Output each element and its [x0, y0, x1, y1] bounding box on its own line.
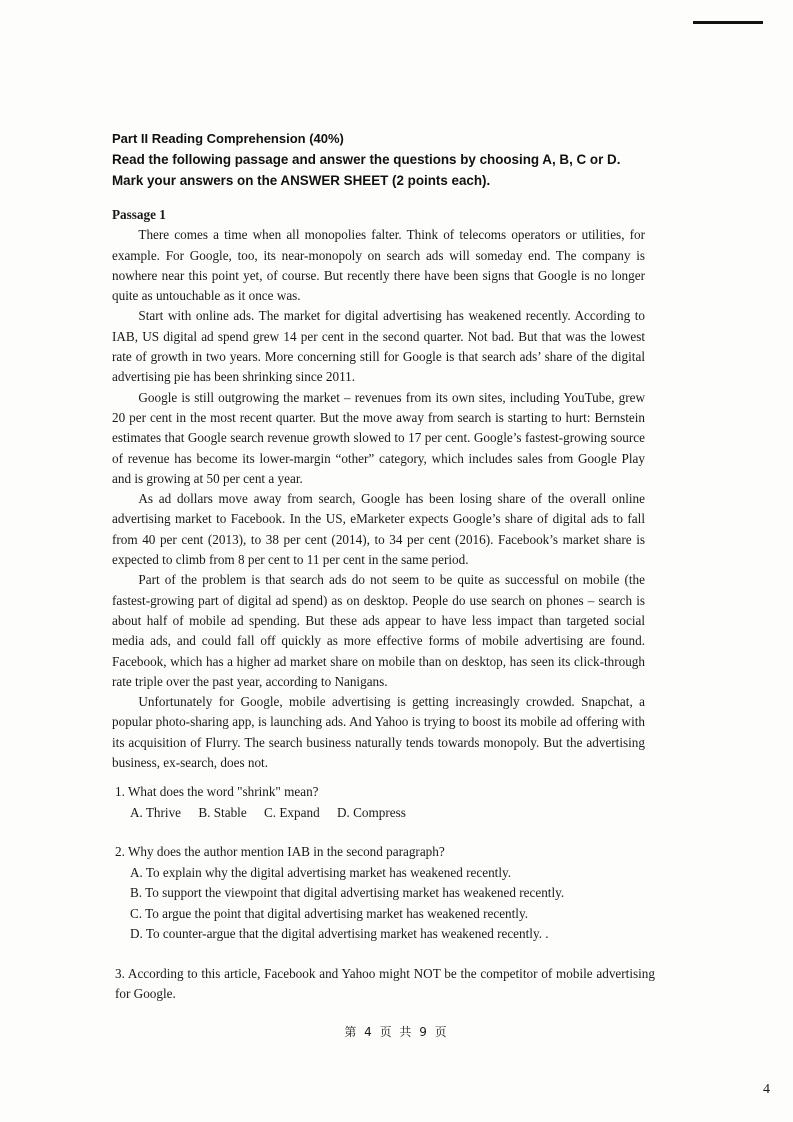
option-b: B. To support the viewpoint that digital advertising market has weakened recently. — [130, 885, 565, 900]
passage-title: Passage 1 — [112, 207, 166, 222]
option-list — [115, 803, 655, 824]
page-number: 4 — [763, 1082, 770, 1097]
top-rule-line — [693, 21, 763, 24]
section-header — [112, 128, 672, 191]
option-a: A. Thrive — [130, 804, 182, 820]
option-b: B. Stable — [198, 804, 247, 820]
page-indicator: 第 4 页 共 9 页 — [344, 1025, 449, 1039]
option-d: D. Compress — [336, 804, 406, 820]
section-title: Part II Reading Comprehension (40%) — [112, 131, 344, 146]
option-c: C. Expand — [263, 804, 320, 820]
question-2 — [115, 842, 655, 945]
option-a: A. To explain why the digital advertising market has weakened recently. — [130, 864, 512, 880]
question-stem: 3. According to this article, Facebook and Yahoo might NOT be the competitor of mobile advertising for Google. — [115, 965, 655, 1001]
passage-paragraph-6: Unfortunately for Google, mobile advertising is getting increasingly crowded. Snapchat, a popular photo-sharing app, is launching ads. And Yahoo is trying to boost its mobile ad offering with its acquisition of Flurry. The search business naturally tends towards monopoly. But the advertising business, ex-search, does not. — [112, 694, 645, 771]
question-stem: 2. Why does the author mention IAB in the second paragraph? — [115, 844, 445, 859]
question-list — [115, 782, 655, 1024]
question-stem: 1. What does the word "shrink" mean? — [115, 784, 319, 799]
option-d: D. To counter-argue that the digital advertising market has weakened recently. . — [130, 926, 549, 941]
option-list — [115, 863, 655, 945]
passage-paragraph-2: Start with online ads. The market for digital advertising has weakened recently. According to IAB, US digital ad spend grew 14 per cent in the second quarter. Not bad. But that was the lowest rate of growth in two years. More concerning still for Google is that search ads’ share of the digital advertising pie has been shrinking since 2011. — [112, 308, 645, 385]
instruction-line-1: Read the following passage and answer the questions by choosing A, B, C or D. — [112, 152, 621, 167]
passage-paragraph-4: As ad dollars move away from search, Google has been losing share of the overall online advertising market to Facebook. In the US, eMarketer expects Google’s share of digital ads to fall from 40 per cent (2013), to 38 per cent (2014), to 34 per cent (2016). Facebook’s market share is expected to climb from 8 per cent to 11 per cent in the same period. — [112, 491, 645, 568]
passage — [112, 205, 645, 773]
instruction-line-2: Mark your answers on the ANSWER SHEET (2 points each). — [112, 173, 491, 188]
option-c: C. To argue the point that digital advertising market has weakened recently. — [130, 905, 528, 921]
passage-paragraph-3: Google is still outgrowing the market – revenues from its own sites, including YouTube, grew 20 per cent in the most recent quarter. But the move away from search is starting to hurt: Bernstein estimates that Google search revenue growth slowed to 17 per cent. Google’s fastest-growing source of revenue has become its lower-margin “other” category, which includes sales from Google Play and is growing at 50 per cent a year. — [112, 389, 645, 486]
question-3 — [115, 964, 655, 1005]
passage-paragraph-5: Part of the problem is that search ads do not seem to be quite as successful on mobile (the fastest-growing part of digital ad spend) as on desktop. People do use search on phones – search is about half of mobile ad spending. But these ads appear to have less impact than targeted social media ads, and could fall off quickly as more effective forms of mobile advertising are found. Facebook, which has a higher ad market share on mobile than on desktop, has seen its click-through rate triple over the past year, according to Nanigans. — [112, 572, 645, 689]
question-1 — [115, 782, 655, 823]
passage-paragraph-1: There comes a time when all monopolies falter. Think of telecoms operators or utilities, for example. For Google, too, its near-monopoly on search ads will someday end. The company is nowhere near this point yet, of course. But recently there have been signs that Google is no longer quite as untouchable as it once was. — [112, 227, 645, 304]
